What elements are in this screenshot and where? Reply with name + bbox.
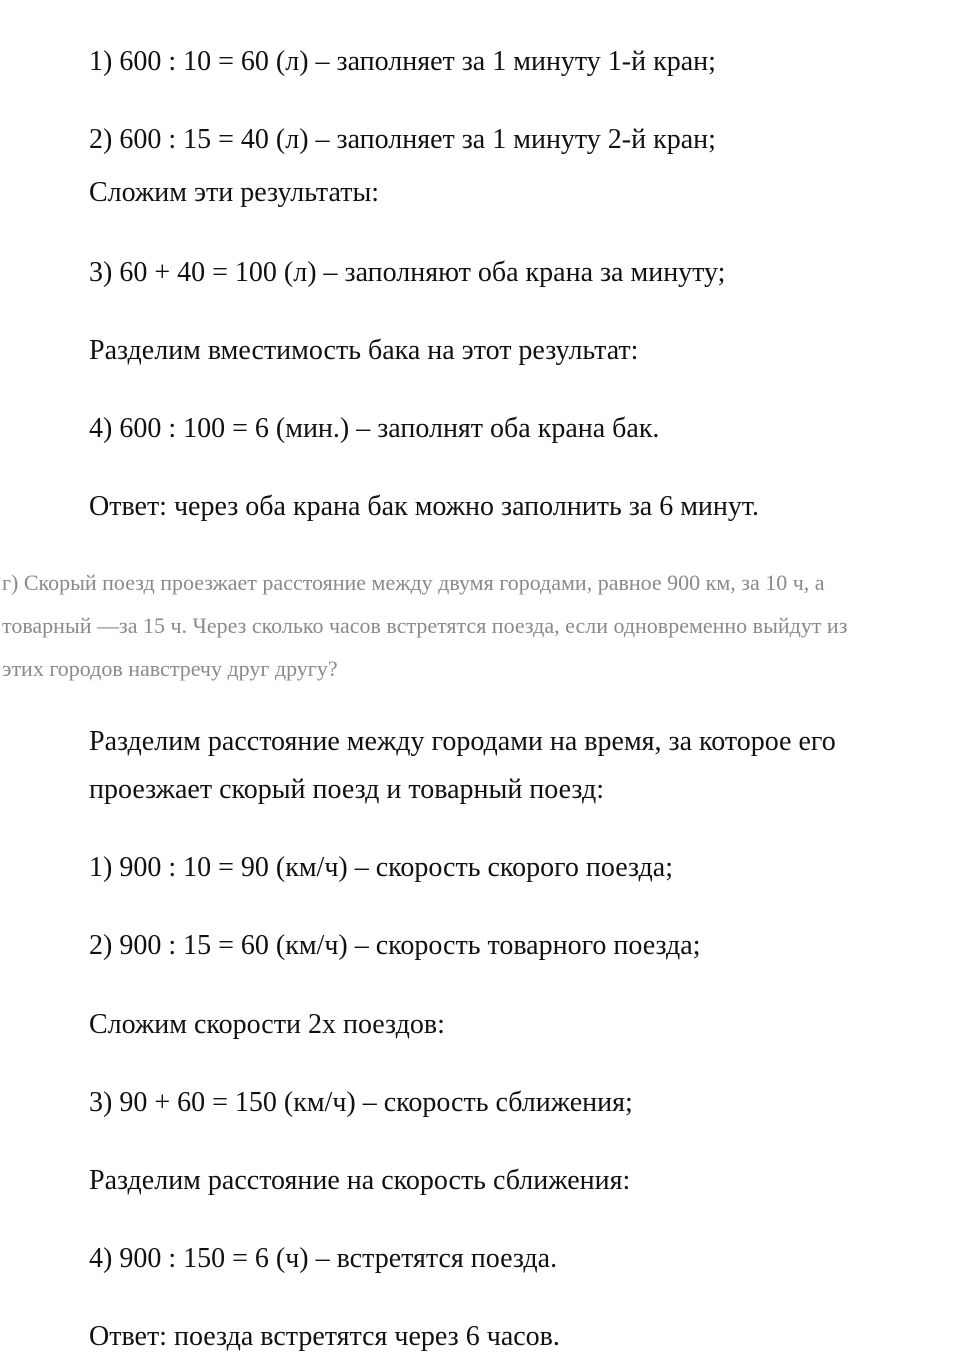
solution-step-1: 1) 900 : 10 = 90 (км/ч) – скорость скорого поезда; <box>89 852 673 883</box>
solution-step-4: 4) 900 : 150 = 6 (ч) – встретятся поезда. <box>89 1243 558 1274</box>
solution-text: Сложим эти результаты: <box>89 177 380 208</box>
solution-answer: Ответ: поезда встретятся через 6 часов. <box>89 1321 560 1352</box>
solution-step-3: 3) 60 + 40 = 100 (л) – заполняют оба крана за минуту; <box>89 257 726 288</box>
solution-text: Разделим расстояние между городами на время, за которое его <box>89 726 836 757</box>
solution-text: Разделим вместимость бака на этот результат: <box>89 335 639 366</box>
task-line: г) Скорый поезд проезжает расстояние между двумя городами, равное 900 км, за 10 ч, а <box>2 570 825 595</box>
solution-step-1: 1) 600 : 10 = 60 (л) – заполняет за 1 минуту 1-й кран; <box>89 46 716 77</box>
solution-step-2: 2) 600 : 15 = 40 (л) – заполняет за 1 минуту 2-й кран; <box>89 124 716 155</box>
solution-step-3: 3) 90 + 60 = 150 (км/ч) – скорость сближения; <box>89 1087 633 1118</box>
solution-text: Разделим расстояние на скорость сближения: <box>89 1165 631 1196</box>
solution-answer: Ответ: через оба крана бак можно заполнить за 6 минут. <box>89 491 760 522</box>
solution-step-2: 2) 900 : 15 = 60 (км/ч) – скорость товарного поезда; <box>89 930 701 961</box>
task-line: этих городов навстречу друг другу? <box>2 656 338 681</box>
solution-text: Сложим скорости 2х поездов: <box>89 1009 445 1040</box>
solution-text: проезжает скорый поезд и товарный поезд: <box>89 774 604 805</box>
solution-step-4: 4) 600 : 100 = 6 (мин.) – заполнят оба крана бак. <box>89 413 660 444</box>
task-line: товарный —за 15 ч. Через сколько часов встретятся поезда, если одновременно выйдут из <box>2 613 848 638</box>
